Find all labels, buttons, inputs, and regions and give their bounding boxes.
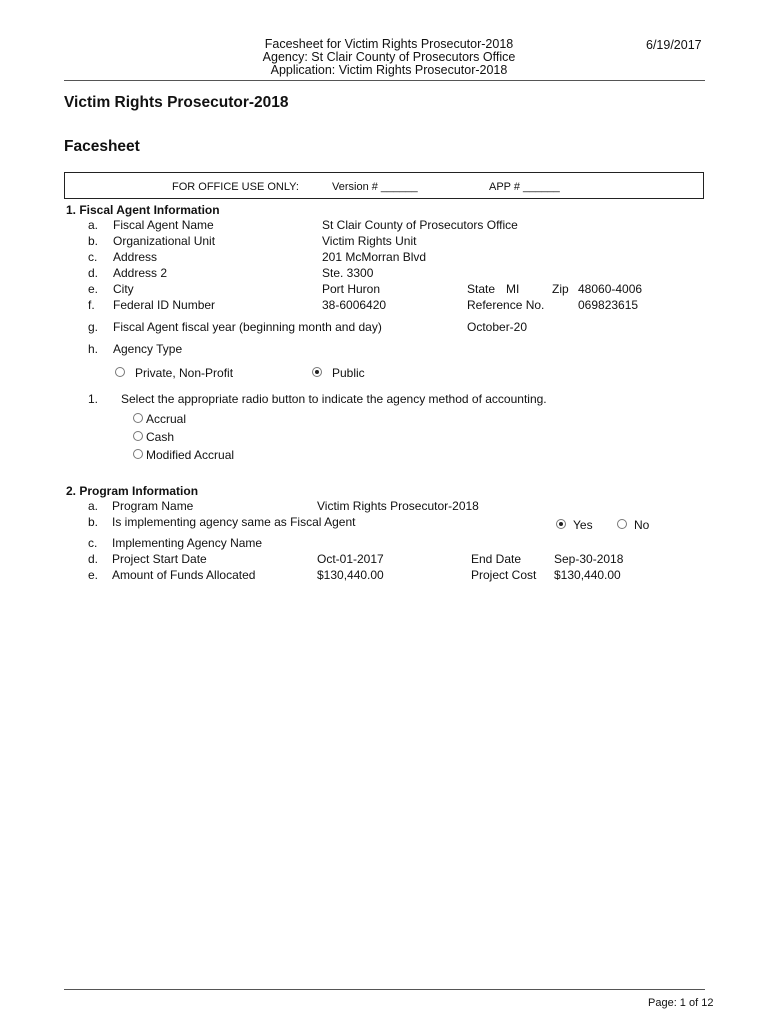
row-value: 38-6006420	[322, 298, 387, 312]
accounting-prompt: Select the appropriate radio button to indicate the agency method of accounting.	[121, 392, 547, 406]
agency-type-public-radio[interactable]	[312, 367, 322, 377]
accounting-number: 1.	[88, 392, 99, 406]
fiscal-year-value: October-20	[467, 320, 528, 334]
row-letter: c.	[88, 250, 98, 264]
row-value: 201 McMorran Blvd	[322, 250, 427, 264]
same-agency-yes-label: Yes	[573, 518, 593, 532]
row-letter: d.	[88, 266, 99, 280]
reference-value: 069823615	[578, 298, 639, 312]
row-label: Federal ID Number	[113, 298, 216, 312]
row-letter: b.	[88, 234, 99, 248]
state-label: State	[467, 282, 496, 296]
end-date-value: Sep-30-2018	[554, 552, 624, 566]
row-letter: a.	[88, 218, 99, 232]
row-letter: e.	[88, 282, 99, 296]
footer-rule	[64, 989, 705, 990]
row-label: Address	[113, 250, 158, 264]
implementing-agency-label: Implementing Agency Name	[112, 536, 263, 550]
header-line-2: Agency: St Clair County of Prosecutors Office	[262, 50, 516, 64]
funds-allocated-value: $130,440.00	[317, 568, 384, 582]
reference-label: Reference No.	[467, 298, 545, 312]
header-line-3: Application: Victim Rights Prosecutor-2018	[270, 63, 508, 77]
end-date-label: End Date	[471, 552, 522, 566]
row-label: Fiscal Agent Name	[113, 218, 214, 232]
header-date: 6/19/2017	[646, 38, 702, 52]
accounting-modified-accrual-radio[interactable]	[133, 449, 143, 459]
state-value: MI	[506, 282, 520, 296]
row-value: Victim Rights Unit	[322, 234, 417, 248]
program-name-value: Victim Rights Prosecutor-2018	[317, 499, 479, 513]
row-letter: b.	[88, 515, 99, 529]
accounting-accrual-radio[interactable]	[133, 413, 143, 423]
row-label: Organizational Unit	[113, 234, 216, 248]
same-agency-no-radio[interactable]	[617, 519, 627, 529]
office-version: Version # ______	[332, 181, 418, 193]
accounting-cash-label: Cash	[146, 430, 175, 444]
zip-label: Zip	[552, 282, 569, 296]
row-letter: d.	[88, 552, 99, 566]
page-title: Victim Rights Prosecutor-2018	[64, 94, 289, 111]
fiscal-year-label: Fiscal Agent fiscal year (beginning month and day)	[113, 320, 382, 334]
row-value: Port Huron	[322, 282, 381, 296]
row-value: Ste. 3300	[322, 266, 374, 280]
office-use-label: FOR OFFICE USE ONLY:	[172, 181, 299, 193]
project-cost-value: $130,440.00	[554, 568, 621, 582]
section1-heading: 1. Fiscal Agent Information	[66, 203, 220, 217]
same-agency-no-label: No	[634, 518, 650, 532]
row-letter: c.	[88, 536, 98, 550]
row-letter: f.	[88, 298, 95, 312]
header-line-1: Facesheet for Victim Rights Prosecutor-2018	[264, 37, 514, 51]
row-label: Address 2	[113, 266, 168, 280]
same-agency-yes-radio[interactable]	[556, 519, 566, 529]
accounting-cash-radio[interactable]	[133, 431, 143, 441]
row-label: City	[113, 282, 134, 296]
accounting-accrual-label: Accrual	[146, 412, 187, 426]
row-letter: g.	[88, 320, 99, 334]
zip-value: 48060-4006	[578, 282, 643, 296]
page-subtitle: Facesheet	[64, 138, 140, 155]
agency-type-private-label: Private, Non-Profit	[135, 366, 234, 380]
same-agency-label: Is implementing agency same as Fiscal Agent	[112, 515, 356, 529]
project-cost-label: Project Cost	[471, 568, 537, 582]
program-name-label: Program Name	[112, 499, 194, 513]
agency-type-public-label: Public	[332, 366, 365, 380]
start-date-value: Oct-01-2017	[317, 552, 384, 566]
row-letter: a.	[88, 499, 99, 513]
header-rule	[64, 80, 705, 81]
funds-allocated-label: Amount of Funds Allocated	[112, 568, 256, 582]
agency-type-label: Agency Type	[113, 342, 183, 356]
office-app: APP # ______	[489, 181, 560, 193]
section2-heading: 2. Program Information	[66, 484, 199, 498]
accounting-modified-accrual-label: Modified Accrual	[146, 448, 235, 462]
page-number: Page: 1 of 12	[648, 997, 714, 1009]
row-letter: h.	[88, 342, 99, 356]
row-value: St Clair County of Prosecutors Office	[322, 218, 518, 232]
agency-type-private-radio[interactable]	[115, 367, 125, 377]
row-letter: e.	[88, 568, 99, 582]
start-date-label: Project Start Date	[112, 552, 207, 566]
